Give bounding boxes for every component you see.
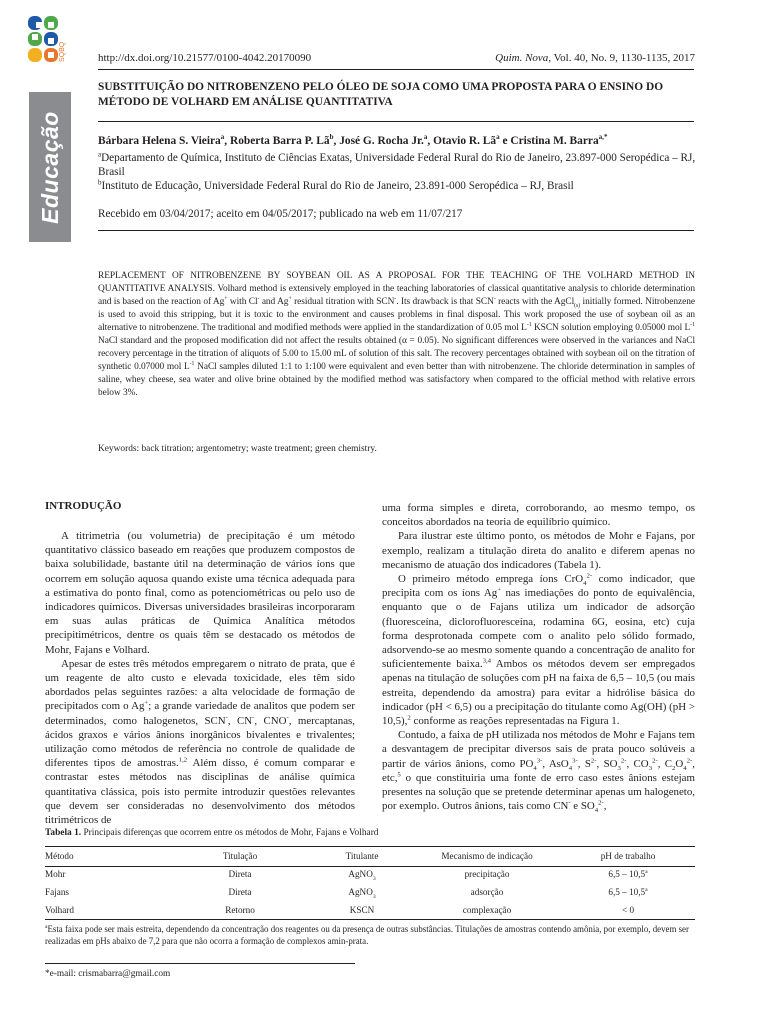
author-name: Bárbara Helena S. Vieira [98, 135, 221, 147]
table-footnote [45, 923, 695, 947]
superscript: -1 [690, 322, 695, 329]
table-cell-text: AgNO [348, 887, 373, 897]
superscript: 2- [620, 757, 627, 765]
author-mark: a [496, 133, 500, 142]
abstract-text: Volhard method is extensively employed in the teaching laboratories of classical quantitative analysis to chloride determination and is based on the reaction of Ag [98, 284, 696, 308]
text: o que constituiria uma fonte de erro caso estes ânions estejam presentes na solução que se pretende determinar apenas um halogeneto, por exemplo. Outros ânions, tais como CN [382, 771, 695, 813]
table-header-text: Titulação [222, 851, 258, 861]
superscript: 3- [572, 757, 578, 765]
author-mark: b [329, 133, 334, 142]
superscript: 2- [590, 757, 597, 765]
paragraph [382, 728, 695, 813]
table-header-cell: Método [45, 851, 74, 861]
header-rule [98, 69, 694, 70]
table-caption [45, 828, 379, 838]
table-cell-text: AgNO [348, 869, 373, 879]
text: e SO [570, 800, 595, 813]
section-heading: INTRODUÇÃO [45, 500, 122, 512]
body-column-left [45, 529, 355, 827]
table-cell-text: KSCN [349, 905, 375, 915]
superscript: -1 [189, 361, 195, 368]
subscript: 4 [583, 580, 587, 588]
table-header-text: Titulante [345, 851, 379, 861]
abstract-title: REPLACEMENT OF NITROBENZENE BY SOYBEAN OIL AS A PROPOSAL FOR THE TEACHING OF THE VOLHARD METHOD IN QUANTITATIVE ANALYSIS. [98, 271, 695, 295]
section-label: Educação [36, 110, 63, 224]
subscript: 3 [617, 764, 621, 772]
text: como indicador, que precipita com os íons Ag [382, 573, 695, 600]
abstract-text: NaCl standard and the proposed modification did not affect the results obtained (α = 0.05). No significant differences were observed in the variances and NaCl recovery percentage in the titration of aliquots of 5.00 to 15.00 mL of solution of this salt. The recovery percentages obtained with soybean oil on the titration of synthetic 0.07000 mol L [98, 336, 695, 373]
abstract-text: and Ag [261, 297, 289, 308]
footnote-mark: a [645, 868, 648, 875]
table-cell-text: 6,5 – 10,5 [608, 887, 646, 897]
logo-text: SQBQ [59, 41, 66, 62]
author-name: Roberta Barra P. Lã [230, 135, 330, 147]
superscript: -1 [526, 322, 532, 329]
superscript: 2- [686, 757, 693, 765]
citation[interactable]: 2 [407, 714, 411, 722]
journal-volume: , Vol. 40, No. 9, 1130-1135, 2017 [548, 52, 695, 64]
subscript: 3 [648, 764, 653, 772]
paragraph: Para ilustrar este último ponto, os métodos de Mohr e Fajans, por exemplo, realizam a titulação direta do analito e diferem apenas no mecanismo de atuação dos indicadores (Tabela 1). [382, 530, 695, 571]
abstract-text: reacts with the AgCl [498, 297, 575, 308]
text: Contudo, a faixa de pH utilizada nos métodos de Mohr e Fajans tem a desvantagem de precipitar diversos sais de prata pouco solúveis a partir de vários ânions, como PO [382, 729, 695, 770]
affiliation-mark: b [98, 178, 102, 187]
table-footnote-text: Esta faixa pode ser mais estreita, dependendo da concentração dos reagentes ou da presença de outras substâncias. Titulações de amostras contendo amônia, por exemplo, devem ser realizadas em pHs abaixo de 7,2 para que não ocorra a formação de complexos amin-prata. [45, 924, 689, 946]
author-name: José G. Rocha Jr. [339, 135, 424, 147]
text: , CNO [254, 714, 287, 727]
text: , SO [596, 757, 618, 770]
table-header-text: pH de trabalho [600, 851, 656, 861]
text: Apesar de estes três métodos empregarem o nitrato de prata, que é um reagente de alto custo e elevada toxicidade, eles têm sido abordados pelas seguintes razões: a alta velocidade de formação de precipitados com o Ag [45, 657, 355, 713]
affiliation-a [98, 151, 703, 179]
text: ; a grande variedade de analitos que podem ser determinados, como halogenetos, SCN [45, 700, 355, 727]
body-column-right [382, 501, 695, 813]
abstract-text: KSCN solution employing 0.05000 mol L [533, 323, 691, 334]
journal-logo [28, 14, 88, 74]
abstract-text: residual titration with SCN [294, 297, 395, 308]
doi-link[interactable]: http://dx.doi.org/10.21577/0100-4042.20170090 [98, 52, 312, 64]
author-name: Otavio R. Lã [433, 135, 497, 147]
table-cell-text: precipitação [464, 869, 510, 879]
subscript: 4 [683, 764, 687, 772]
abstract-text: with Cl [229, 297, 258, 308]
superscript: 3- [536, 757, 543, 765]
paragraph: uma forma simples e direta, corroborando, ao mesmo tempo, os conceitos abordados na teoria de equilíbrio químico. [382, 502, 695, 529]
text: , CN [227, 714, 253, 727]
text: , S [577, 757, 591, 770]
table-caption-label: Tabela 1. [45, 828, 82, 838]
subscript: 3 [372, 893, 376, 900]
superscript: - [394, 295, 397, 302]
table-cell-text: Retorno [225, 905, 255, 915]
abstract-text: . Its drawback is that SCN [396, 297, 494, 308]
text: Além disso, é comum comparar e contrastar estes métodos nas disciplinas de análise química quantitativa clássica, pois isto permite introduzir questões relevantes que devem ser consideradas no desenvolvimento dos métodos titrimétricos de [45, 757, 355, 827]
received-rule [98, 230, 694, 231]
sbq-logo-icon [28, 14, 88, 74]
citation[interactable]: 1,2 [178, 756, 188, 764]
paragraph: A titrimetria (ou volumetria) de precipitação é um método quantitativo clássico baseado em reações que produzem compostos de baixa solubilidade, bastante útil na determinação de vários íons que ocorrem em solução aquosa quando existe uma técnica adequada para a estimativa do ponto final, como as potenciométricas ou pelo uso de indicadores químicos. Diversas universidades brasileiras incorporaram em suas aulas práticas de Química Analítica métodos precipitimétricos, dentre os quais têm se destacado os métodos de Mohr, Fajans e Volhard. [45, 530, 355, 656]
journal-name: Quim. Nova [495, 52, 549, 64]
text: O [675, 757, 684, 770]
subscript: 3 [372, 875, 376, 882]
paragraph [382, 572, 695, 728]
superscript: - [493, 295, 496, 302]
citation[interactable]: 5 [397, 771, 401, 779]
affiliation-text: Departamento de Química, Instituto de Ciências Exatas, Universidade Federal Rural do Rio de Janeiro, 23.897-000 Seropédica – RJ, Brasil [98, 152, 696, 178]
table-caption-text: Principais diferenças que ocorrem entre os métodos de Mohr, Fajans e Volhard [81, 828, 379, 838]
affiliation-text: Instituto de Educação, Universidade Federal Rural do Rio de Janeiro, 23.891-000 Seropédica – RJ, Brasil [101, 180, 574, 192]
table-cell: Mohr [45, 869, 66, 879]
text: nas imediações do ponto de equivalência, enquanto que o de Fajans utiliza um indicador de adsorção (fluoresceína, diclorofluoresceína, rodamina 6G, eosina, etc) cuja forma desprotonada compete com o analito pelo sólido formado, adsorvendo-se ao mesmo somente quando a concentração de analito for suficientemente baixa. [382, 587, 695, 671]
author-list: Bárbara Helena S. Vieira$^a$, Roberta Barra P. $Lã^b$, José G. Rocha Jr.$^a$, Otavio R. $Lã^a$ e Cristina M. Barra$^{a,*}$ [98, 133, 608, 147]
abstract-text: NaCl samples diluted 1:1 to 1:100 were equivalent and even better than with nitrobenzene. The chloride determination in samples of saline, whey cheese, sea water and olive brine obtained by the modified method was satisfactory when compared to the official method with relative errors below 3%. [98, 362, 695, 399]
author-mark: a [220, 133, 225, 142]
table-top-rule [45, 846, 695, 847]
affiliation-mark: a [98, 150, 102, 159]
table-cell-text: Direta [228, 869, 252, 879]
table-header-rule [45, 866, 695, 867]
title-rule [98, 121, 694, 122]
subscript: (s) [574, 302, 581, 309]
superscript: - [568, 799, 571, 807]
received-dates: Recebido em 03/04/2017; aceito em 04/05/2017; publicado na web em 11/07/217 [98, 208, 463, 220]
text: , [603, 800, 607, 813]
superscript: 2- [598, 799, 604, 807]
table-cell-text: 6,5 – 10,5 [608, 869, 646, 879]
superscript: + [288, 295, 292, 302]
text: conforme as reações representadas na Figura 1. [410, 715, 620, 728]
superscript: - [252, 714, 255, 722]
text: Ambos os métodos devem ser empregados apenas na titulação de soluções com pH na faixa de 6,5 – 10,5 (ou mais estreita, dependendo da amostra) para evitar a hidrólise básica do indicador (pH < 6,5) ou a precipitação do titulante como Ag(OH) (pH > 10,5), [382, 658, 695, 728]
text: , etc, [382, 757, 695, 784]
table-cell-text: complexação [462, 905, 512, 915]
text: O primeiro método emprega íons CrO [398, 573, 584, 586]
subscript: 2 [672, 764, 676, 772]
table-cell-text: adsorção [470, 887, 504, 897]
article-title: SUBSTITUIÇÃO DO NITROBENZENO PELO ÓLEO DE SOJA COMO UMA PROPOSTA PARA O ENSINO DO MÉTODO DE VOLHARD EM ANÁLISE QUANTITATIVA [98, 81, 664, 108]
superscript: 2- [586, 572, 593, 580]
table-header-text: Mecanismo de indicação [441, 851, 533, 861]
subscript: 4 [533, 764, 537, 772]
superscript: + [497, 586, 502, 594]
table-cell-text: < 0 [621, 905, 635, 915]
section-label-container [29, 92, 71, 242]
author-name: Cristina M. Barra [510, 135, 599, 147]
superscript: - [257, 295, 260, 302]
citation[interactable]: 3,4 [482, 657, 492, 665]
keywords: Keywords: back titration; argentometry; waste treatment; green chemistry. [98, 444, 377, 454]
superscript: - [225, 714, 228, 722]
journal-citation [495, 52, 695, 64]
text: , AsO [542, 757, 569, 770]
text: , mercaptanas, ácidos graxos e vários ânions inorgânicos bivalentes e trivalentes; utilização como métodos de referência no controle de qualidade de diferentes tipos de amostras. [45, 714, 355, 770]
superscript: 2- [652, 757, 658, 765]
corresponding-email[interactable]: *e-mail: crismabarra@gmail.com [45, 969, 171, 979]
text: , CO [626, 757, 649, 770]
superscript: - [286, 714, 289, 722]
table-cell: Fajans [45, 887, 69, 897]
table-cell-text: Direta [228, 887, 252, 897]
footnote-rule [45, 963, 355, 964]
superscript: + [144, 699, 149, 707]
abstract-text: initially formed. Nitrobenzene is used to avoid this stripping, but it is toxic to the environment and causes problems in final disposal. This work proposed the use of soybean oil as an alternative to nitrobenzene. The traditional and modified methods were applied in the standardization of 0.05 mol L [98, 297, 696, 334]
subscript: 4 [568, 764, 573, 772]
table-bottom-rule [45, 919, 695, 920]
affiliation-b [98, 179, 703, 193]
subscript: 4 [594, 807, 599, 815]
paragraph [45, 657, 355, 827]
author-mark: a [423, 133, 428, 142]
superscript: + [224, 295, 228, 302]
footnote-mark: a [645, 886, 648, 893]
footnote-mark: a [45, 924, 48, 931]
table-cell: Volhard [45, 905, 74, 915]
text: , C [657, 757, 672, 770]
author-mark: a,* [598, 133, 608, 142]
abstract [98, 270, 695, 400]
